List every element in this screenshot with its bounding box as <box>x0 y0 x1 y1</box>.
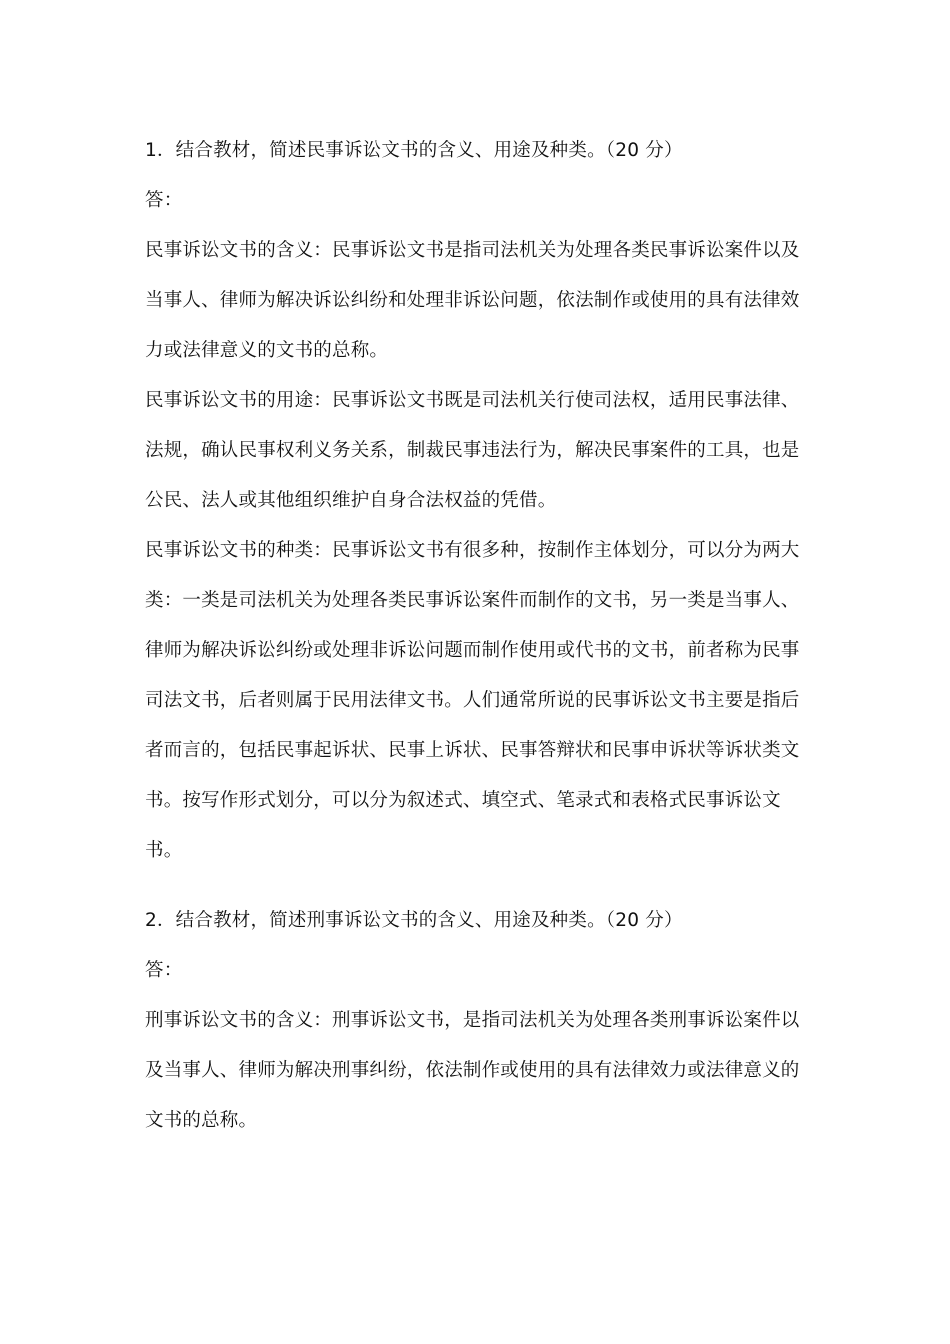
question-1-answer-label: 答： <box>145 190 183 211</box>
question-1-paragraph-meaning: 民事诉讼文书的含义：民事诉讼文书是指司法机关为处理各类民事诉讼案件以及当事人、律师为解决诉讼纠纷和处理非诉讼问题，依法制作或使用的具有法律效力或法律意义的文书的总称。 <box>145 240 800 361</box>
section-spacer <box>145 876 815 896</box>
question-2-paragraph-meaning: 刑事诉讼文书的含义：刑事诉讼文书，是指司法机关为处理各类刑事诉讼案件以及当事人、律师为解决刑事纠纷，依法制作或使用的具有法律效力或法律意义的文书的总称。 <box>145 1010 800 1131</box>
question-1-paragraph-types: 民事诉讼文书的种类：民事诉讼文书有很多种，按制作主体划分，可以分为两大类：一类是司法机关为处理各类民事诉讼案件而制作的文书，另一类是当事人、律师为解决诉讼纠纷或处理非诉讼问题而制作使用或代书的文书，前者称为民事司法文书，后者则属于民用法律文书。人们通常所说的民事诉讼文书主要是指后者而言的，包括民事起诉状、民事上诉状、民事答辩状和民事申诉状等诉状类文书。按写作形式划分，可以分为叙述式、填空式、笔录式和表格式民事诉讼文书。 <box>145 540 800 861</box>
question-1 <box>145 126 815 876</box>
question-1-paragraph-usage: 民事诉讼文书的用途：民事诉讼文书既是司法机关行使司法权，适用民事法律、法规，确认民事权利义务关系，制裁民事违法行为，解决民事案件的工具，也是公民、法人或其他组织维护自身合法权益的凭借。 <box>145 390 800 511</box>
question-1-title: 1．结合教材，简述民事诉讼文书的含义、用途及种类。（20 分） <box>145 140 683 161</box>
question-2 <box>145 896 815 1146</box>
document-content <box>145 126 815 1146</box>
question-2-answer-label: 答： <box>145 960 183 981</box>
question-2-title: 2．结合教材，简述刑事诉讼文书的含义、用途及种类。（20 分） <box>145 910 683 931</box>
